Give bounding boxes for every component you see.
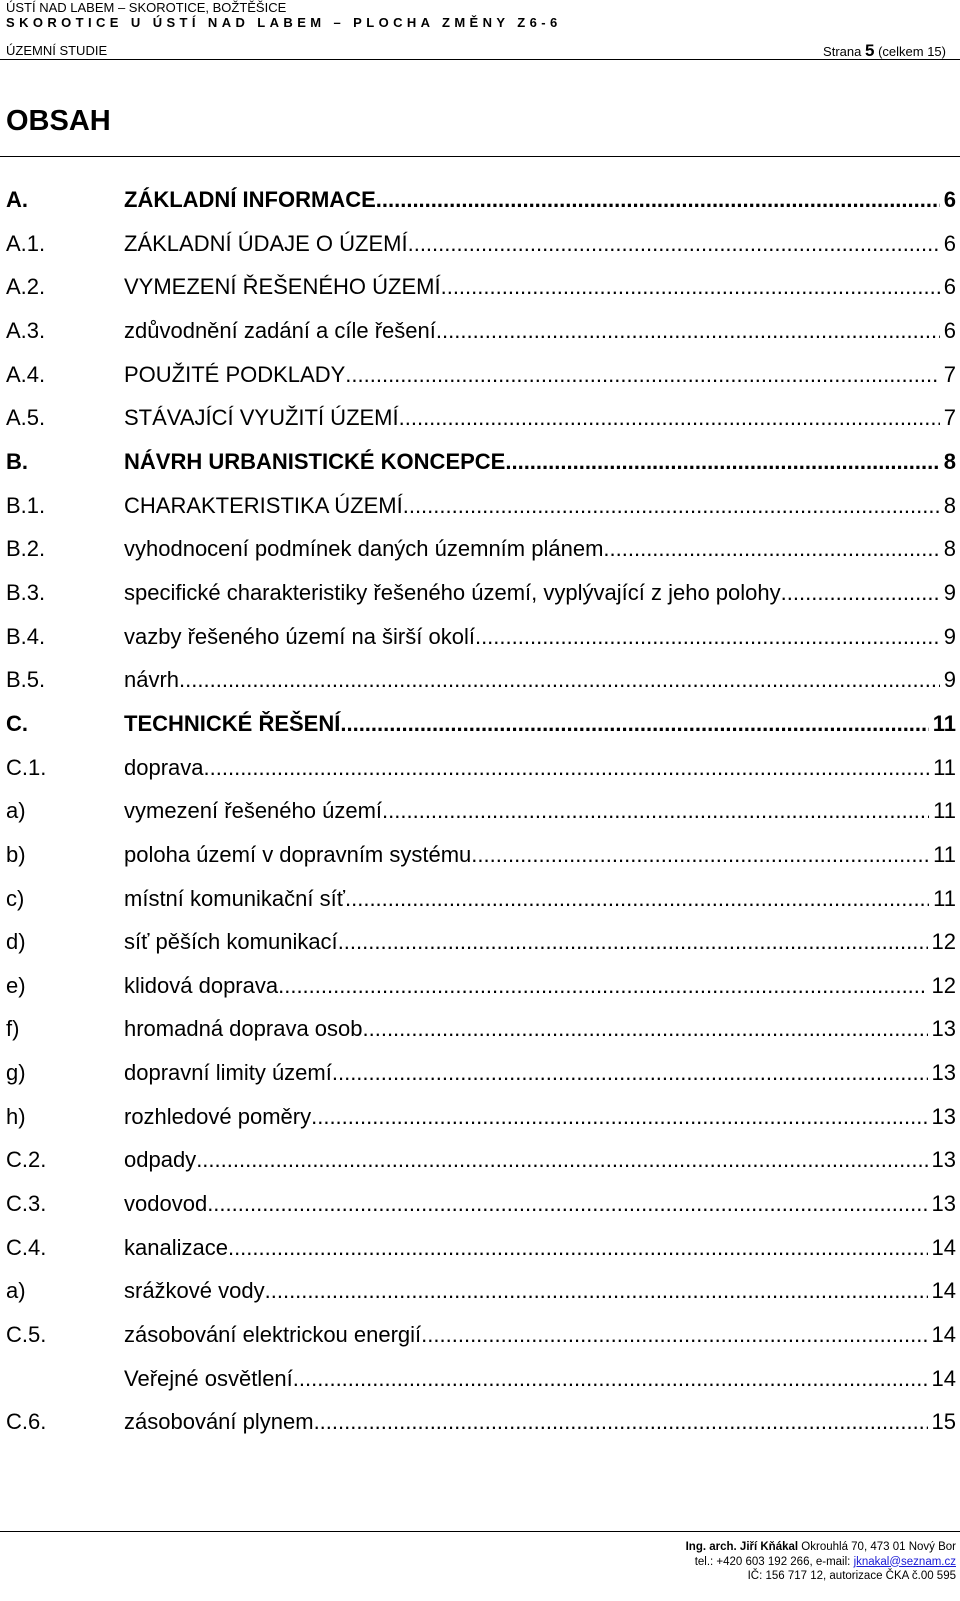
toc-entry-page: 6 [943,230,956,256]
toc-entry-title: odpady [124,1147,197,1173]
toc-entry-title: vazby řešeného území na širší okolí [124,623,475,649]
toc-dot-leader [421,1313,927,1357]
toc-entry-number: B.3. [6,579,46,605]
toc-entry-title: dopravní limity území [124,1060,332,1086]
toc-entry-page: 12 [931,929,956,955]
toc-dot-leader [363,1007,928,1051]
toc-entry[interactable] [6,746,956,790]
toc-entry[interactable] [6,877,956,921]
toc-entry-number: C.2. [6,1147,47,1173]
toc-entry-page: 8 [943,492,956,518]
toc-entry-title: ZÁKLADNÍ ÚDAJE O ÚZEMÍ [124,230,408,256]
page-title: OBSAH [6,105,111,137]
toc-entry-title: rozhledové poměry [124,1103,312,1129]
footer-rule [0,1531,960,1532]
toc-entry[interactable] [6,309,956,353]
toc-dot-leader [207,1182,927,1226]
toc-entry-number: a) [6,798,26,824]
toc-entry-title: zásobování plynem [124,1409,314,1435]
toc-dot-leader [345,877,929,921]
header-doc-type: ÚZEMNÍ STUDIE [6,43,108,58]
toc-entry[interactable] [6,1357,956,1401]
toc-entry-number: A.2. [6,274,46,300]
toc-entry-number: e) [6,972,26,998]
toc-entry-page: 13 [931,1191,956,1217]
toc-dot-leader [278,964,927,1008]
toc-entry[interactable] [6,615,956,659]
toc-entry-title: hromadná doprava osob [124,1016,363,1042]
toc-entry[interactable] [6,178,956,222]
toc-entry-number: c) [6,885,25,911]
toc-entry-page: 11 [933,754,956,780]
footer-author-line [686,1540,956,1555]
toc-entry[interactable] [6,353,956,397]
toc-entry-page: 9 [943,667,956,693]
toc-entry[interactable] [6,920,956,964]
toc-entry-number: d) [6,929,26,955]
toc-dot-leader [781,571,940,615]
toc-entry-page: 11 [933,885,956,911]
toc-entry[interactable] [6,396,956,440]
footer-contact: tel.: +420 603 192 266, e-mail: [694,1555,854,1568]
toc-entry-title: vymezení řešeného území [124,798,383,824]
title-rule [0,156,960,157]
toc-entry[interactable] [6,571,956,615]
toc-entry-title: síť pěších komunikací [124,929,338,955]
toc-entry[interactable] [6,265,956,309]
toc-entry-page: 8 [943,536,956,562]
toc-entry-page: 8 [943,448,956,474]
toc-entry[interactable] [6,527,956,571]
toc-entry-title: místní komunikační síť [124,885,345,911]
toc-entry[interactable] [6,1138,956,1182]
page-total: (celkem 15) [878,44,946,59]
toc-entry-number: A. [6,187,28,212]
toc-entry-page: 9 [943,579,956,605]
toc-dot-leader [196,1138,927,1182]
toc-entry-number: f) [6,1016,20,1042]
table-of-contents [6,178,956,1444]
header-project-title: SKOROTICE U ÚSTÍ NAD LABEM – PLOCHA ZMĚNY Z6-6 [6,15,562,30]
toc-entry[interactable] [6,1007,956,1051]
toc-dot-leader [332,1051,928,1095]
toc-entry-page: 11 [932,710,956,736]
toc-dot-leader [408,222,940,266]
toc-dot-leader [338,920,928,964]
header-location: ÚSTÍ NAD LABEM – SKOROTICE, BOŽTĚŠICE [6,0,287,15]
toc-dot-leader [403,484,940,528]
toc-entry-number: B.4. [6,623,46,649]
toc-dot-leader [204,746,930,790]
toc-entry-title: specifické charakteristiky řešeného území, vyplývající z jeho polohy [124,579,781,605]
toc-entry-page: 14 [931,1365,956,1391]
toc-entry-page: 6 [943,317,956,343]
toc-dot-leader [436,309,940,353]
footer-contact-line [686,1555,956,1570]
toc-dot-leader [293,1357,928,1401]
toc-entry-title: srážkové vody [124,1278,265,1304]
toc-entry-page: 11 [933,798,956,824]
toc-entry-title: STÁVAJÍCÍ VYUŽITÍ ÚZEMÍ [124,405,399,431]
toc-entry-number: b) [6,841,26,867]
toc-entry-number: C. [6,710,28,736]
toc-entry-page: 15 [931,1409,956,1435]
toc-entry-title: zásobování elektrickou energií [124,1322,422,1348]
toc-entry-page: 6 [943,187,956,212]
toc-entry[interactable] [6,1051,956,1095]
toc-dot-leader [399,396,940,440]
toc-entry-title: ZÁKLADNÍ INFORMACE [124,187,376,212]
title-block [0,104,960,157]
footer-email-link[interactable]: jknakal@seznam.cz [853,1555,956,1568]
toc-entry[interactable] [6,1182,956,1226]
toc-entry-title: doprava [124,754,204,780]
toc-entry-title: vyhodnocení podmínek daných územním plánem [124,536,604,562]
toc-dot-leader [505,440,939,484]
toc-entry-number: A.5. [6,405,46,431]
toc-entry-number: A.1. [6,230,46,256]
toc-entry-title: VYMEZENÍ ŘEŠENÉHO ÚZEMÍ [124,274,441,300]
toc-dot-leader [345,353,939,397]
toc-entry-title: POUŽITÉ PODKLADY [124,361,346,387]
toc-dot-leader [376,178,940,222]
toc-entry-number: B.2. [6,536,46,562]
header-page-indicator [823,43,946,59]
toc-entry[interactable] [6,833,956,877]
toc-entry-title: TECHNICKÉ ŘEŠENÍ [124,710,341,736]
toc-entry[interactable] [6,789,956,833]
toc-entry-title: kanalizace [124,1234,228,1260]
toc-entry-number: h) [6,1103,26,1129]
toc-entry-title: zdůvodnění zadání a cíle řešení [124,317,436,343]
toc-dot-leader [471,833,929,877]
toc-entry-number: g) [6,1060,26,1086]
page-number: 5 [864,41,875,60]
toc-entry-title: klidová doprava [124,972,279,998]
toc-entry-number: C.4. [6,1234,47,1260]
toc-entry-number: B.1. [6,492,46,518]
toc-entry-number: a) [6,1278,26,1304]
toc-entry-number: A.4. [6,361,46,387]
footer-address: Okrouhlá 70, 473 01 Nový Bor [801,1541,956,1553]
toc-entry-page: 13 [931,1103,956,1129]
toc-dot-leader [314,1400,928,1444]
toc-entry-page: 13 [931,1060,956,1086]
toc-entry-page: 12 [931,972,956,998]
toc-dot-leader [382,789,929,833]
toc-entry-number: C.1. [6,754,47,780]
toc-entry[interactable] [6,964,956,1008]
toc-entry-page: 6 [943,274,956,300]
toc-entry[interactable] [6,1313,956,1357]
toc-dot-leader [311,1095,927,1139]
toc-entry-page: 13 [931,1016,956,1042]
toc-entry-number: A.3. [6,317,46,343]
toc-entry-number: B.5. [6,667,46,693]
toc-dot-leader [475,615,940,659]
toc-dot-leader [340,702,928,746]
toc-entry-page: 13 [931,1147,956,1173]
header-doc-row [6,41,946,60]
toc-entry-page: 7 [943,405,956,431]
toc-entry[interactable] [6,1400,956,1444]
toc-entry-title: Veřejné osvětlení [124,1365,293,1391]
toc-entry-number: C.6. [6,1409,47,1435]
toc-entry-title: vodovod [124,1191,208,1217]
toc-entry-page: 11 [933,841,956,867]
toc-dot-leader [441,265,940,309]
toc-entry[interactable] [6,658,956,702]
toc-entry-page: 7 [943,361,956,387]
toc-entry-page: 9 [943,623,956,649]
toc-entry-title: návrh [124,667,180,693]
toc-entry[interactable] [6,1226,956,1270]
header-rule [0,59,960,60]
toc-dot-leader [179,658,940,702]
toc-dot-leader [228,1226,928,1270]
toc-entry-title: CHARAKTERISTIKA ÚZEMÍ [124,492,403,518]
toc-entry-page: 14 [931,1278,956,1304]
toc-dot-leader [265,1269,928,1313]
toc-entry-title: poloha území v dopravním systému [124,841,472,867]
footer-registration: IČ: 156 717 12, autorizace ČKA č.00 595 [747,1570,956,1582]
toc-entry[interactable] [6,484,956,528]
toc-entry-page: 14 [931,1322,956,1348]
toc-entry-number: C.5. [6,1322,47,1348]
page-label: Strana [823,44,862,59]
page-header [6,0,946,60]
toc-entry-number: C.3. [6,1191,47,1217]
toc-entry[interactable] [6,702,956,746]
toc-entry-number: B. [6,448,28,474]
toc-entry-title: NÁVRH URBANISTICKÉ KONCEPCE [124,448,506,474]
footer-author: Ing. arch. Jiří Kňákal [685,1541,799,1553]
toc-entry[interactable] [6,1269,956,1313]
toc-dot-leader [603,527,939,571]
toc-entry[interactable] [6,1095,956,1139]
toc-entry[interactable] [6,440,956,484]
toc-entry-page: 14 [931,1234,956,1260]
page-footer [686,1540,956,1584]
toc-entry[interactable] [6,222,956,266]
